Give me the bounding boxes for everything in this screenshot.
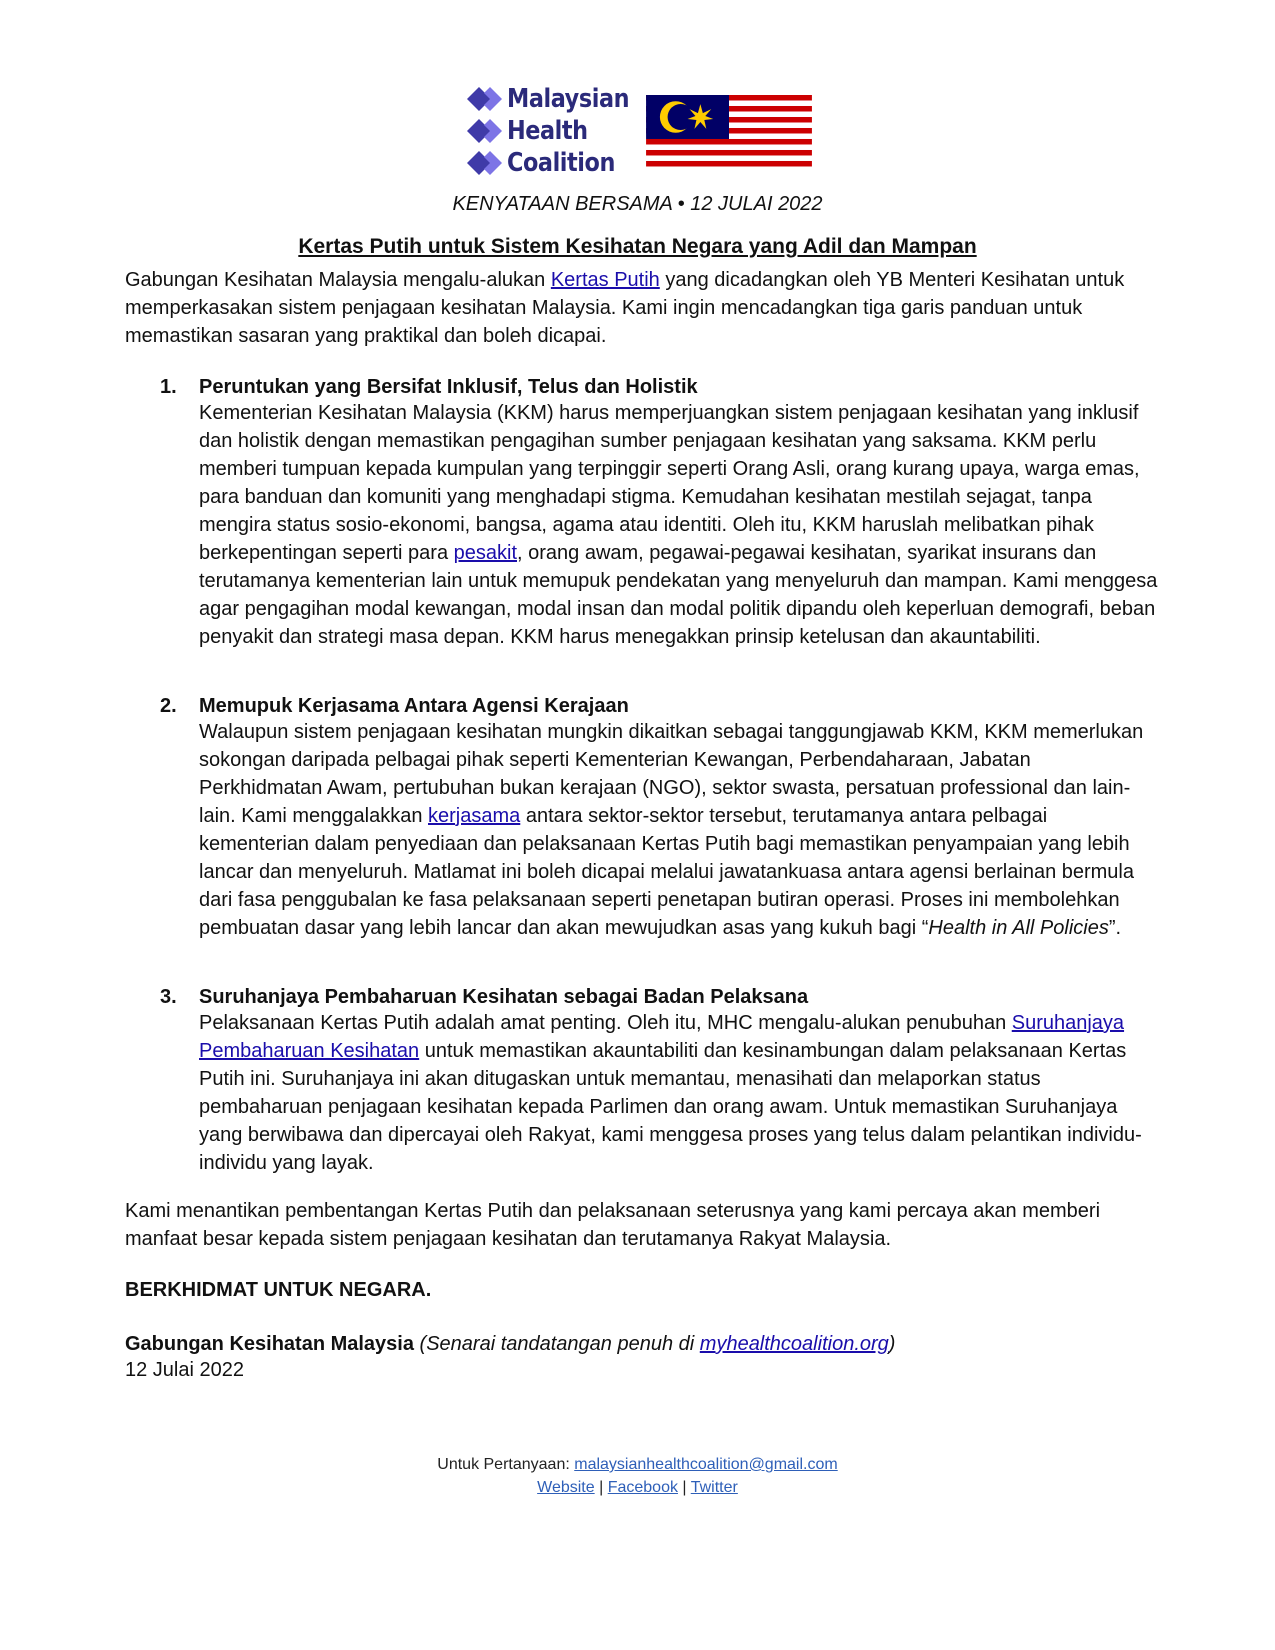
logo-row-3	[467, 148, 633, 178]
item-2-text-pre: Walaupun sistem penjagaan kesihatan mungkin dikaitkan sebagai tanggungjawab KKM, KKM memerlukan sokongan daripada pelbagai pihak seperti Kementerian Kewangan, Perbendaharaan, Jabatan Perkhidmatan Awam, pertubuhan bukan kerajaan (NGO), sektor swasta, persatuan professional dan lain-lain. Kami menggalakkan	[199, 721, 1144, 827]
item-1-number: 1.	[160, 376, 177, 398]
signatory: Gabungan Kesihatan Malaysia	[125, 1333, 414, 1355]
suruhanjaya-link[interactable]: Suruhanjaya Pembaharuan Kesihatan	[199, 1012, 1125, 1062]
logo-word-1: Malaysian	[507, 84, 630, 114]
website-link[interactable]: Website	[537, 1479, 595, 1496]
item-3-body	[199, 1009, 1159, 1177]
logo-row-1	[467, 84, 649, 114]
item-1-text-pre: Kementerian Kesihatan Malaysia (KKM) harus memperjuangkan sistem penjagaan kesihatan yang inklusif dan holistik dengan memastikan pengagihan sumber penjagaan kesihatan yang saksama. KKM perlu memberi tumpuan kepada kumpulan yang terpinggir seperti Orang Asli, orang kurang upaya, warga emas, para banduan dan komuniti yang menghadapi stigma. Kemudahan kesihatan mestilah sejagat, tanpa mengira status sosio-ekonomi, bangsa, agama atau identiti. Oleh itu, KKM haruslah melibatkan pihak berkepentingan seperti para	[199, 402, 1140, 564]
email-link[interactable]: malaysianhealthcoalition@gmail.com	[574, 1456, 838, 1473]
logo	[467, 84, 837, 179]
diamond-icon	[467, 149, 503, 177]
motto: BERKHIDMAT UNTUK NEGARA.	[125, 1279, 432, 1301]
kertas-putih-link[interactable]: Kertas Putih	[550, 269, 660, 291]
myhealthcoalition-link[interactable]: myhealthcoalition.org	[699, 1333, 889, 1355]
item-2-text-post: antara sektor-sektor tersebut, terutamanya antara pelbagai kementerian dalam penyediaan dan pelaksanaan Kertas Putih bagi memastikan penyampaian yang lebih lancar dan menyeluruh. Matlamat ini boleh dicapai melalui jawatankuasa antara agensi berlainan bermula dari fasa penggubalan ke fasa pelaksanaan seperti penetapan butiran operasi. Proses ini membolehkan pembuatan dasar yang lebih lancar dan akan mewujudkan asas yang kukuh bagi “	[199, 805, 1134, 939]
statement-meta: KENYATAAN BERSAMA • 12 JULAI 2022	[452, 193, 823, 215]
footer-links	[0, 1476, 1275, 1499]
item-1-text-post: , orang awam, pegawai-pegawai kesihatan, syarikat insurans dan terutamanya kementerian lain untuk memupuk pendekatan yang menyeluruh dan mampan. Kami menggesa agar pengagihan modal kewangan, modal insan dan modal politik dipandu oleh keperluan demografi, beban penyakit dan strategi masa depan. KKM harus menegakkan prinsip ketelusan dan akauntabiliti.	[199, 542, 1158, 648]
item-2-italic-phrase: Health in All Policies	[928, 917, 1109, 939]
item-3-heading: Suruhanjaya Pembaharuan Kesihatan sebagai Badan Pelaksana	[199, 986, 809, 1008]
item-3-number: 3.	[160, 986, 177, 1008]
note-text-post: )	[888, 1333, 896, 1355]
logo-word-3: Coalition	[507, 148, 615, 178]
item-2-text-end: ”.	[1108, 917, 1122, 939]
signature-line	[125, 1330, 1125, 1358]
signature-date: 12 Julai 2022	[125, 1359, 244, 1381]
item-3-text-post: untuk memastikan akauntabiliti dan kesinambungan dalam pelaksanaan Kertas Putih ini. Suruhanjaya ini akan ditugaskan untuk memantau, menasihati dan melaporkan status pembaharuan penjagaan kesihatan kepada Parlimen dan orang awam. Untuk memastikan Suruhanjaya yang berwibawa dan dipercayai oleh Rakyat, kami menggesa proses yang telus dalam pelantikan individu-individu yang layak.	[199, 1040, 1142, 1174]
diamond-icon	[467, 117, 503, 145]
note-text-pre: (Senarai tandatangan penuh di	[419, 1333, 700, 1355]
intro-text-post: yang dicadangkan oleh YB Menteri Kesihatan untuk memperkasakan sistem penjagaan kesihatan Malaysia. Kami ingin mencadangkan tiga garis panduan untuk memastikan sasaran yang praktikal dan boleh dicapai.	[125, 269, 1125, 347]
item-1-body	[199, 399, 1159, 651]
logo-row-2	[467, 116, 601, 146]
item-3-text-pre: Pelaksanaan Kertas Putih adalah amat penting. Oleh itu, MHC mengalu-alukan penubuhan	[199, 1012, 1012, 1034]
signature-note	[420, 1333, 896, 1355]
intro-paragraph	[125, 266, 1155, 350]
separator: |	[677, 1479, 691, 1496]
separator: |	[594, 1479, 608, 1496]
kerjasama-link[interactable]: kerjasama	[428, 805, 521, 827]
item-2-body	[199, 718, 1159, 942]
closing-paragraph: Kami menantikan pembentangan Kertas Putih dan pelaksanaan seterusnya yang kami percaya akan memberi manfaat besar kepada sistem penjagaan kesihatan dan terutamanya Rakyat Malaysia.	[125, 1200, 1101, 1250]
page-title: Kertas Putih untuk Sistem Kesihatan Negara yang Adil dan Mampan	[298, 235, 977, 258]
diamond-icon	[467, 85, 503, 113]
item-1-heading: Peruntukan yang Bersifat Inklusif, Telus dan Holistik	[199, 376, 698, 398]
twitter-link[interactable]: Twitter	[690, 1479, 738, 1496]
enquiry-label: Untuk Pertanyaan:	[437, 1456, 575, 1473]
item-2-number: 2.	[160, 695, 177, 717]
intro-text-pre: Gabungan Kesihatan Malaysia mengalu-alukan	[125, 269, 551, 291]
footer-enquiry	[0, 1453, 1275, 1476]
malaysia-flag-icon	[646, 95, 812, 172]
item-2-heading: Memupuk Kerjasama Antara Agensi Kerajaan	[199, 695, 629, 717]
logo-word-2: Health	[507, 116, 588, 146]
pesakit-link[interactable]: pesakit	[453, 542, 517, 564]
facebook-link[interactable]: Facebook	[607, 1479, 678, 1496]
